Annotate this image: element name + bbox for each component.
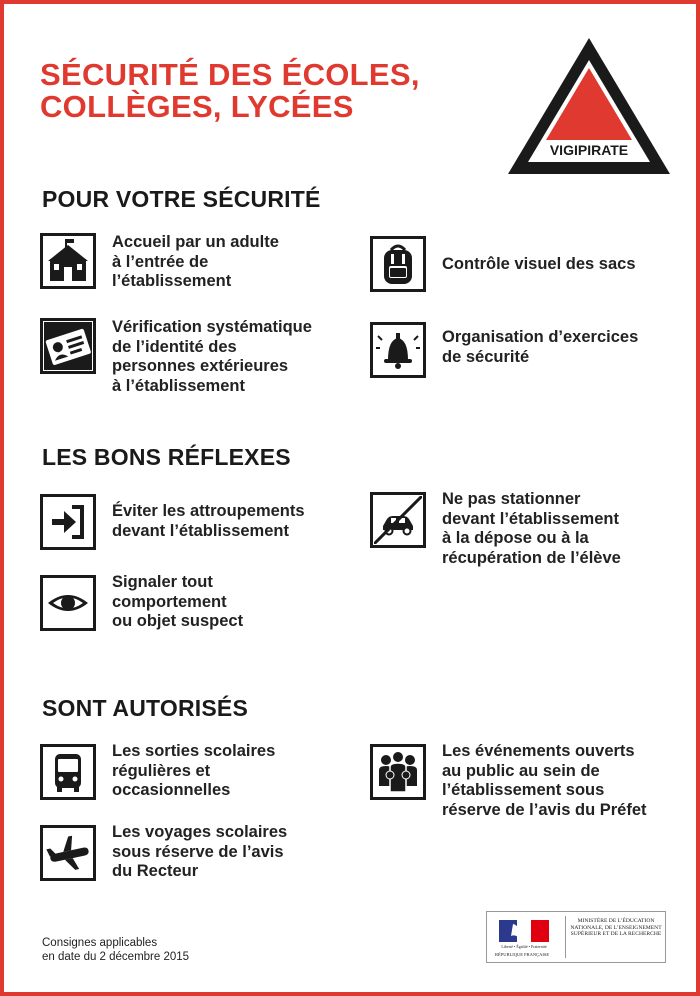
item-welcome <box>40 233 279 292</box>
item-welcome-text: Accueil par un adulte à l’entrée de l’établissement <box>112 233 279 290</box>
item-parking <box>370 492 621 568</box>
item-trips <box>40 825 287 882</box>
item-parking-text: Ne pas stationner devant l’établissement à la dépose ou à la récupération de l’élève <box>442 490 621 567</box>
section-heading-security: POUR VOTRE SÉCURITÉ <box>42 186 321 212</box>
ministry-name: MINISTÈRE DE L’ÉDUCATION NATIONALE, DE L’ENSEIGNEMENT SUPÉRIEUR ET DE LA RECHERCHE <box>570 918 662 937</box>
vigipirate-label: VIGIPIRATE <box>549 142 629 158</box>
item-events <box>370 744 647 820</box>
item-identity-text: Vérification systématique de l’identité des personnes extérieures à l’établissement <box>112 318 312 395</box>
footer-note: Consignes applicables en date du 2 décembre 2015 <box>42 937 190 963</box>
backpack-icon <box>370 236 426 292</box>
section-heading-allowed: SONT AUTORISÉS <box>42 695 248 721</box>
item-bags <box>370 236 636 292</box>
enter-arrow-icon <box>40 494 96 550</box>
item-identity <box>40 318 312 396</box>
logo-divider <box>565 916 566 958</box>
motto-text: Liberté • Égalité • Fraternité <box>501 944 547 949</box>
item-bags-text: Contrôle visuel des sacs <box>442 255 636 273</box>
item-outings <box>40 744 275 801</box>
item-report <box>40 575 243 632</box>
ministry-logo <box>486 911 666 963</box>
page-title <box>40 59 460 123</box>
title-line-1: SÉCURITÉ DES ÉCOLES, <box>40 57 420 92</box>
item-outings-text: Les sorties scolaires régulières et occasionnelles <box>112 742 276 799</box>
bus-icon <box>40 744 96 800</box>
item-trips-text: Les voyages scolaires sous réserve de l’avis du Recteur <box>112 823 288 880</box>
eye-icon <box>40 575 96 631</box>
vigipirate-logo <box>504 34 674 179</box>
item-crowds <box>40 494 305 550</box>
crowd-icon <box>370 744 426 800</box>
marianne-flag-icon <box>491 916 559 956</box>
item-crowds-text: Éviter les attroupements devant l’établissement <box>112 502 305 540</box>
alarm-bell-icon <box>370 322 426 378</box>
airplane-icon <box>40 825 96 881</box>
item-events-text: Les événements ouverts au public au sein de l’établissement sous réserve de l’avis du Préfet <box>442 742 647 819</box>
school-building-icon <box>40 233 96 289</box>
section-heading-reflexes: LES BONS RÉFLEXES <box>42 444 291 470</box>
item-drills <box>370 322 638 378</box>
item-drills-text: Organisation d’exercices de sécurité <box>442 328 639 366</box>
title-line-2: COLLÈGES, LYCÉES <box>40 89 354 124</box>
no-parking-car-icon <box>370 492 426 548</box>
republic-label: RÉPUBLIQUE FRANÇAISE <box>495 952 550 957</box>
item-report-text: Signaler tout comportement ou objet suspect <box>112 573 244 630</box>
id-card-icon <box>40 318 96 374</box>
